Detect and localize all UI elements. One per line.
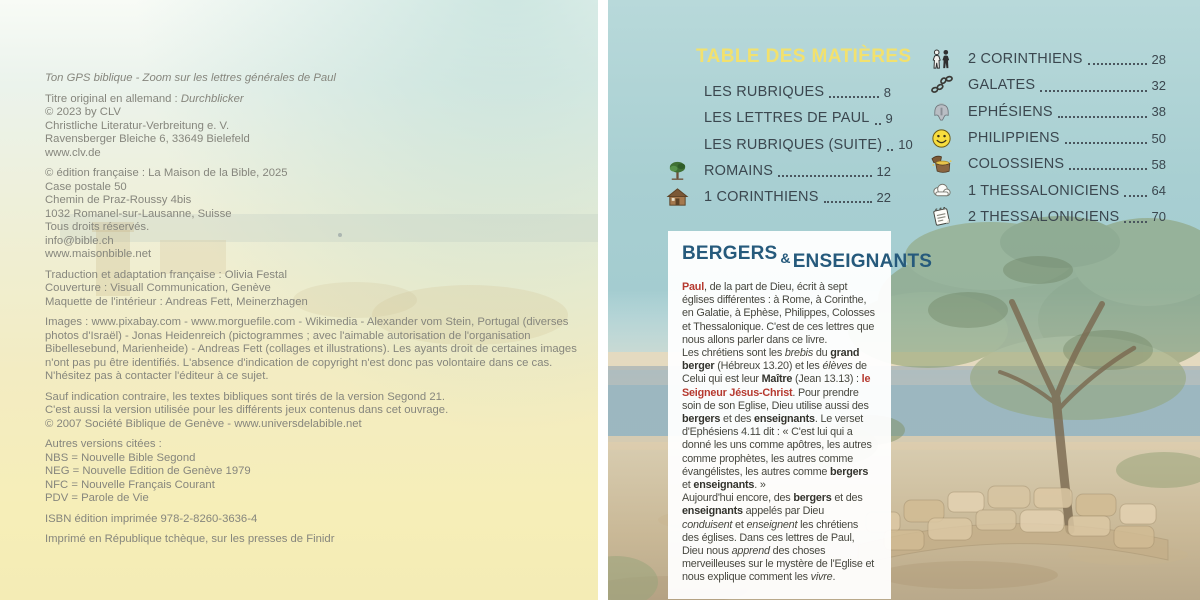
dot-leader bbox=[875, 123, 881, 125]
toc-entry bbox=[666, 184, 891, 210]
smiley-icon bbox=[930, 127, 968, 150]
toc-entry bbox=[930, 151, 1166, 177]
toc-entry-page: 12 bbox=[876, 163, 891, 179]
tree-icon bbox=[666, 160, 704, 183]
toc-entry-page: 10 bbox=[898, 137, 913, 153]
toc-entries-right bbox=[930, 46, 1166, 230]
toc-entry-label: COLOSSIENS bbox=[968, 156, 1065, 173]
bergers-enseignants-box bbox=[668, 231, 933, 599]
toc-page bbox=[608, 0, 1200, 600]
imprint-printer: Imprimé en République tchèque, sur les presses de Finidr bbox=[45, 533, 335, 545]
imprint-original-edition: Titre original en allemand : Durchblicker © 2023 by CLV Christliche Literatur-Verbreitung e. V. Ravensberger Bleiche 6, 33649 Bielefeld www.clv.de bbox=[45, 92, 250, 159]
dot-leader bbox=[887, 149, 893, 151]
imprint-bible-version: Sauf indication contraire, les textes bibliques sont tirés de la version Segond 21. C'est aussi la version utilisée pour les différents jeux contenus dans cet ouvrage. © 2007 Société Biblique de Genève - www.universdelabible.net bbox=[45, 390, 449, 430]
calendar-icon bbox=[930, 205, 968, 228]
dot-leader bbox=[1088, 63, 1147, 65]
toc-column-left bbox=[666, 46, 913, 210]
toc-entry bbox=[930, 46, 1166, 72]
toc-column-right bbox=[930, 46, 1166, 230]
toc-entry-label: 2 THESSALONICIENS bbox=[968, 208, 1120, 225]
toc-entry-label: LES RUBRIQUES (SUITE) bbox=[704, 136, 883, 153]
toc-entry-page: 32 bbox=[1151, 77, 1166, 93]
people-icon bbox=[930, 48, 968, 71]
article-body: Paul, de la part de Dieu, écrit à sept églises différentes : à Rome, à Corinthe, en Galatie, à Ephèse, Philippes, Colosses et Thessalonique. C'est de ces lettres que nous allons parler dans ce livre. Les chrétiens sont les brebis du grand berger (Hébreux 13.20) et les élèves de Celui qui est leur Maître (Jean 13.13) : le Seigneur Jésus-Christ. Pour prendre soin de son Eglise, Dieu utilise aussi des bergers et des enseignants. Le verset d'Ephésiens 4.11 dit : « C'est lui qui a donné les uns comme apôtres, les autres comme prophètes, les autres comme évangélistes, les autres comme bergers et enseignants. » Aujourd'hui encore, des bergers et des enseignants appelés par Dieu conduisent et enseignent les chrétiens des églises. Dans ces lettres de Paul, Dieu nous apprend des choses merveilleuses sur le mystère de l'Eglise et nous explique comment les vivre. bbox=[682, 281, 875, 584]
article-title-ampersand: & bbox=[780, 250, 791, 266]
imprint-french-edition: © édition française : La Maison de la Bible, 2025 Case postale 50 Chemin de Praz-Roussy 4bis 1032 Romanel-sur-Lausanne, Suisse Tous droits réservés. info@bible.ch www.maisonbible.net bbox=[45, 167, 288, 260]
imprint-text bbox=[45, 72, 590, 554]
toc-entry-page: 50 bbox=[1151, 130, 1166, 146]
toc-entry bbox=[666, 79, 891, 105]
page-gutter bbox=[598, 0, 608, 600]
toc-entry-label: PHILIPPIENS bbox=[968, 130, 1060, 147]
dot-leader bbox=[1040, 90, 1146, 92]
toc-entry bbox=[666, 158, 891, 184]
dot-leader bbox=[1124, 221, 1146, 223]
house-icon bbox=[666, 186, 704, 209]
dot-leader bbox=[1065, 142, 1147, 144]
toc-entry-label: LES RUBRIQUES bbox=[704, 84, 825, 101]
article-title bbox=[682, 243, 933, 272]
imprint-series-title: Ton GPS biblique - Zoom sur les lettres générales de Paul bbox=[45, 72, 336, 84]
toc-entry-label: 2 CORINTHIENS bbox=[968, 51, 1083, 68]
toc-entry-page: 70 bbox=[1151, 209, 1166, 225]
toc-entry-page: 9 bbox=[885, 110, 893, 126]
dot-leader bbox=[824, 201, 872, 203]
dot-leader bbox=[829, 96, 879, 98]
toc-entry bbox=[930, 204, 1166, 230]
toc-entry bbox=[930, 99, 1166, 125]
imprint-page bbox=[0, 0, 598, 600]
toc-title: TABLE DES MATIÈRES bbox=[696, 46, 912, 67]
toc-entry bbox=[930, 125, 1166, 151]
dot-leader bbox=[1124, 195, 1146, 197]
toc-entry-page: 38 bbox=[1151, 104, 1166, 120]
toc-entry-label: GALATES bbox=[968, 77, 1036, 94]
article-title-part2: ENSEIGNANTS bbox=[792, 251, 933, 272]
dot-leader bbox=[778, 175, 871, 177]
toc-entry-page: 64 bbox=[1151, 183, 1166, 199]
toc-entry-page: 28 bbox=[1151, 51, 1166, 67]
toc-entry bbox=[666, 105, 891, 131]
imprint-isbn: ISBN édition imprimée 978-2-8260-3636-4 bbox=[45, 512, 258, 525]
treasure-icon bbox=[930, 153, 968, 176]
toc-entries-left bbox=[666, 79, 913, 210]
toc-entry-label: ROMAINS bbox=[704, 163, 774, 180]
toc-entry-page: 58 bbox=[1151, 156, 1166, 172]
article-title-part1: BERGERS bbox=[682, 243, 778, 264]
dot-leader bbox=[1058, 116, 1147, 118]
toc-entry-label: EPHÉSIENS bbox=[968, 103, 1053, 120]
toc-entry-label: 1 THESSALONICIENS bbox=[968, 182, 1120, 199]
toc-entry bbox=[666, 132, 913, 158]
toc-entry bbox=[930, 72, 1166, 98]
helmet-icon bbox=[930, 100, 968, 123]
toc-entry-label: 1 CORINTHIENS bbox=[704, 189, 819, 206]
toc-entry-page: 22 bbox=[876, 189, 891, 205]
toc-entry-page: 8 bbox=[883, 84, 891, 100]
dot-leader bbox=[1069, 168, 1146, 170]
toc-entry-label: LES LETTRES DE PAUL bbox=[704, 110, 870, 127]
toc-entry bbox=[930, 177, 1166, 203]
imprint-images-credits: Images : www.pixabay.com - www.morguefile.com - Wikimedia - Alexander vom Stein, Portugal (diverses photos d'Israël) - Jonas Heidenreich (pictogrammes ; avec l'aimable autorisation de l'organisation Bibellesebund, Marienheide) - Andreas Fett (collages et illustrations). Les ayants droit de certaines images n'ont pas pu être identifiés. L'absence d'indication de copyright n'est donc pas volontaire dans ce cas. N'hésitez pas à contacter l'éditeur à ce sujet. bbox=[45, 316, 577, 382]
imprint-other-versions: Autres versions citées : NBS = Nouvelle Bible Segond NEG = Nouvelle Edition de Genève 1979 NFC = Nouvelle Français Courant PDV = Parole de Vie bbox=[45, 438, 251, 504]
imprint-credits: Traduction et adaptation française : Olivia Festal Couverture : Visuall Communication, Genève Maquette de l'intérieur : Andreas Fett, Meinerzhagen bbox=[45, 268, 308, 308]
cloud-icon bbox=[930, 179, 968, 202]
chains-icon bbox=[930, 74, 968, 97]
